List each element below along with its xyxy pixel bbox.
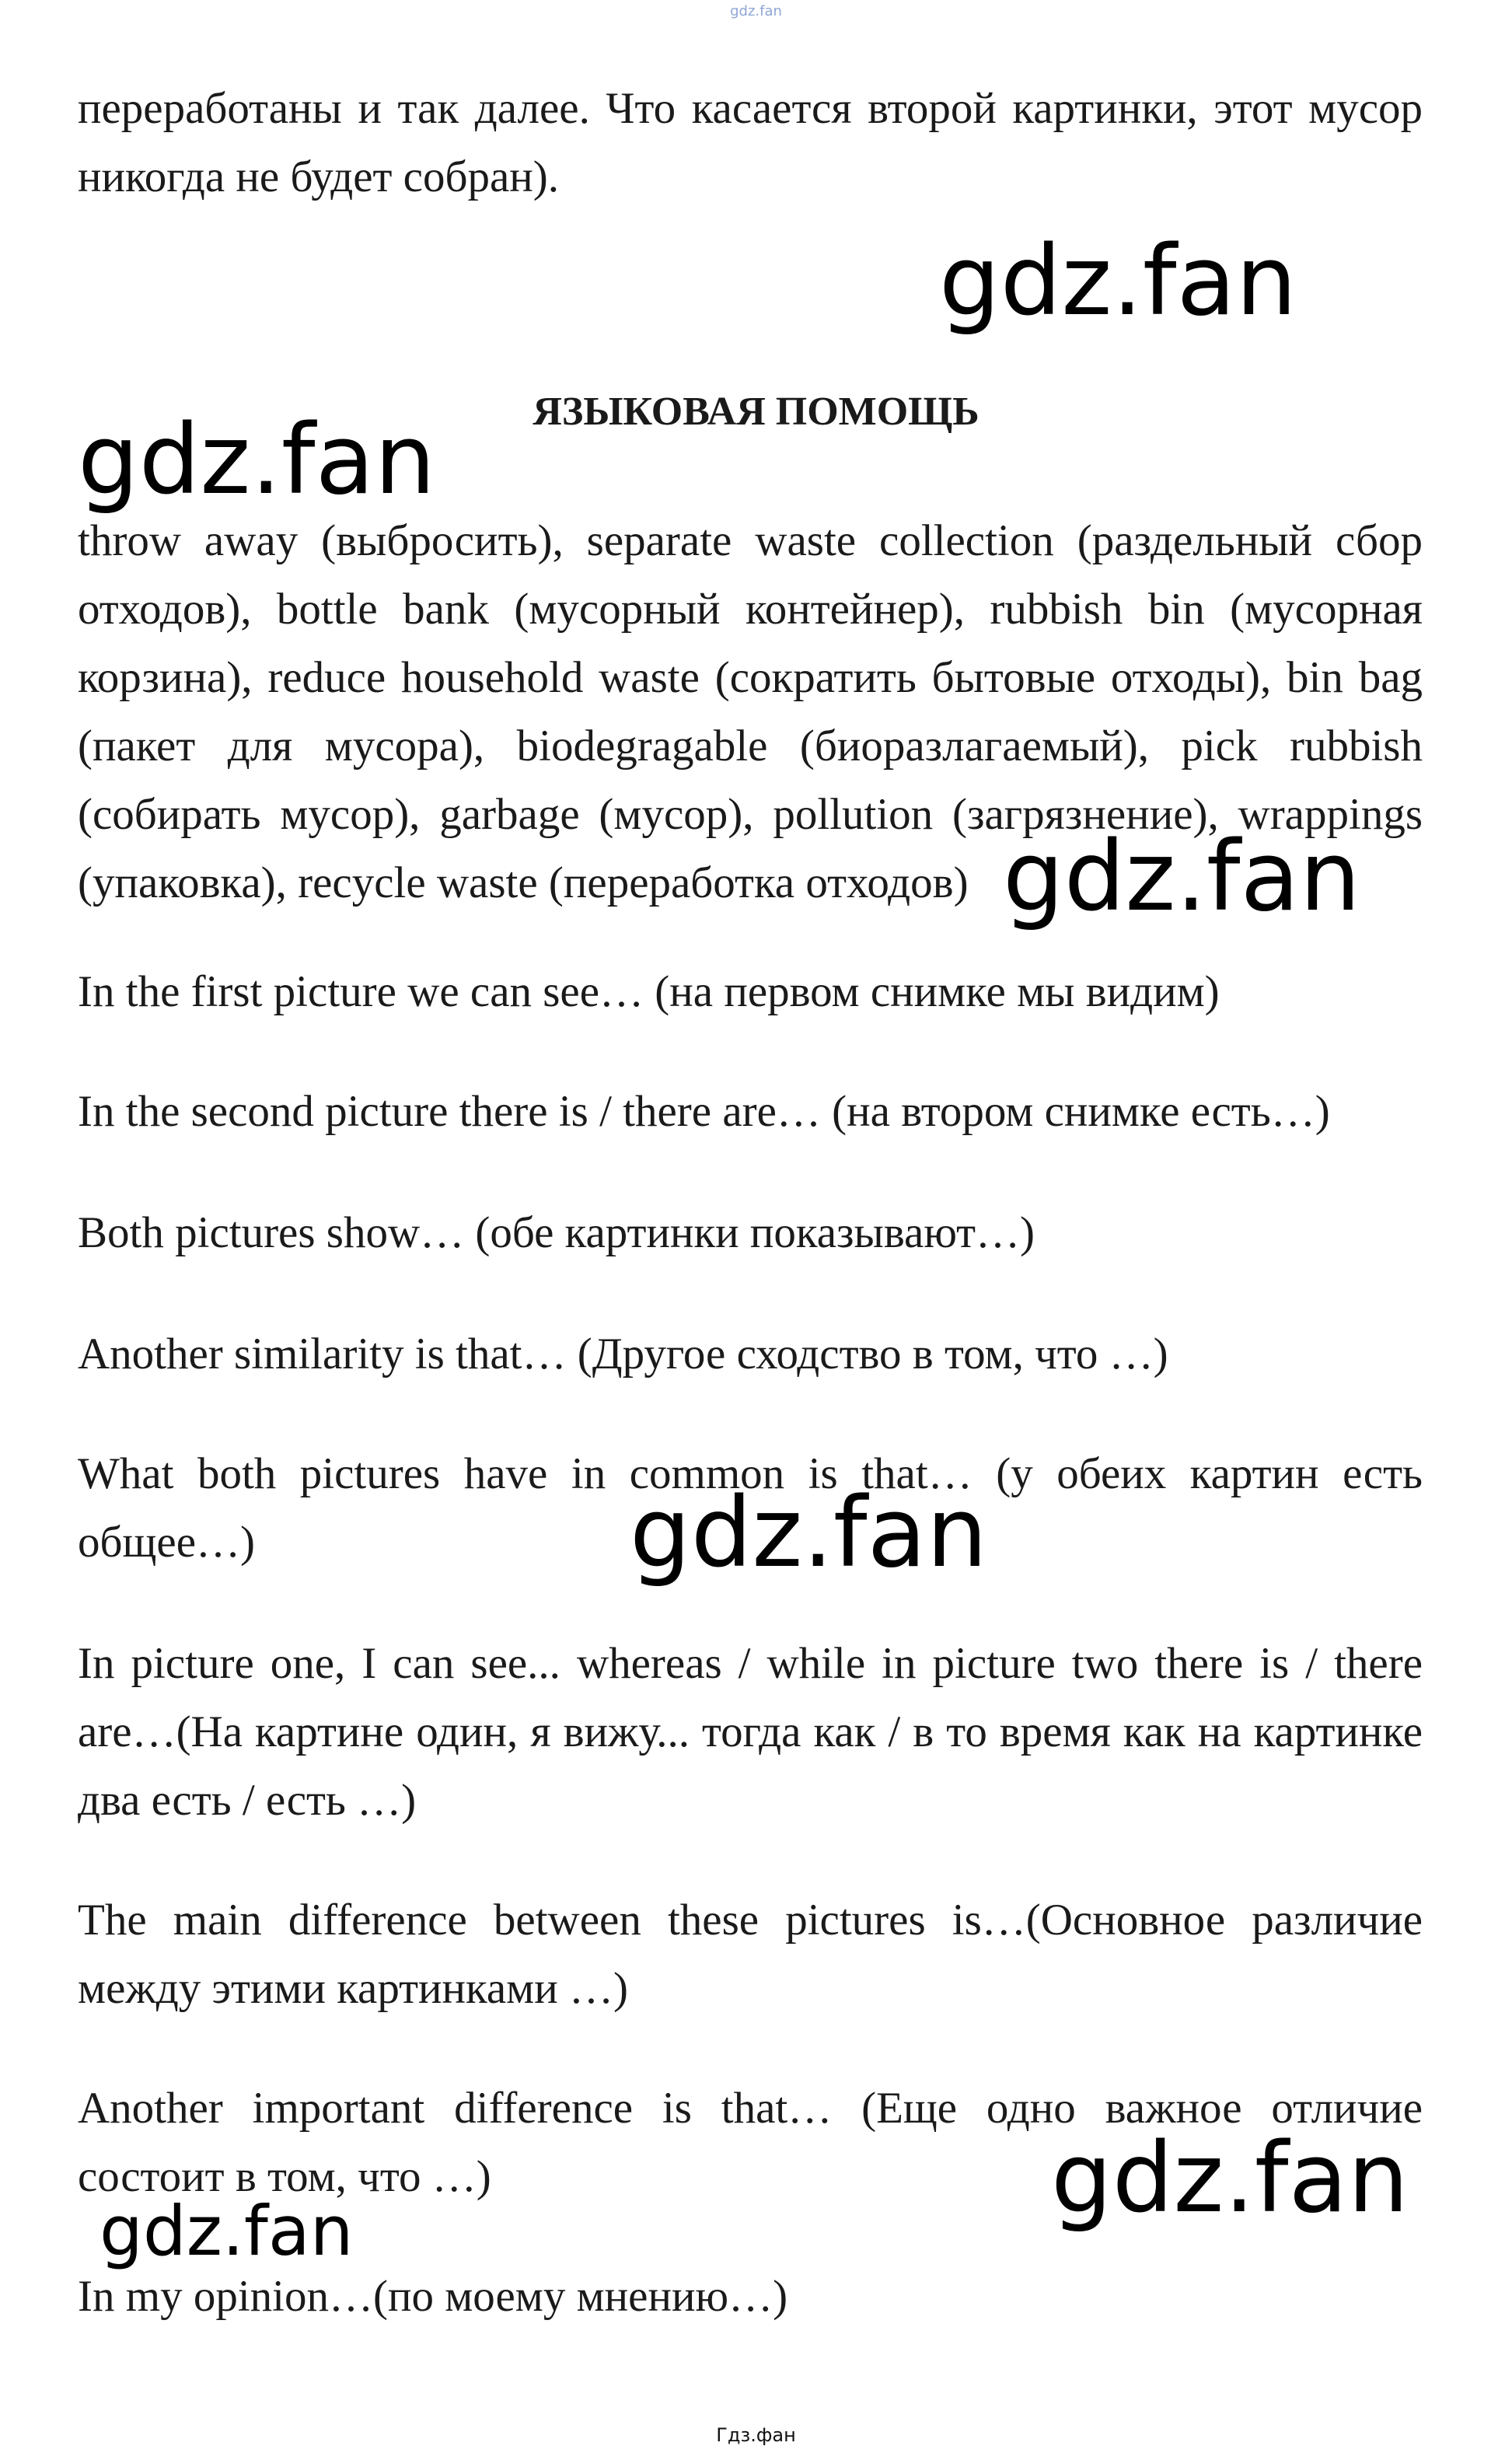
- watermark: gdz.fan: [78, 404, 436, 516]
- watermark: gdz.fan: [630, 1477, 988, 1589]
- phrase-item: In the first picture we can see… (на первом снимке мы видим): [78, 967, 1220, 1016]
- section-heading: ЯЗЫКОВАЯ ПОМОЩЬ: [533, 390, 979, 434]
- phrase-item: Both pictures show… (обе картинки показывают…): [78, 1208, 1035, 1257]
- watermark: gdz.fan: [100, 2191, 354, 2271]
- watermark: gdz.fan: [1051, 2123, 1409, 2235]
- top-watermark: gdz.fan: [730, 3, 782, 19]
- intro-paragraph: переработаны и так далее. Что касается второй картинки, этот мусор никогда не будет собран).: [78, 84, 1423, 201]
- phrase-item: Another similarity is that… (Другое сходство в том, что …): [78, 1330, 1168, 1378]
- watermark: gdz.fan: [939, 225, 1297, 337]
- phrase-item: What both pictures have in common is that… (у обеих картин есть общее…): [78, 1449, 1423, 1567]
- vocabulary-paragraph: throw away (выбросить), separate waste collection (раздельный сбор отходов), bottle bank (мусорный контейнер), rubbish bin (мусорная корзина), reduce household waste (сократить бытовые отходы), bin bag (пакет для мусора), biodegragable (биоразлагаемый), pick rubbish (собирать мусор), garbage (мусор), pollution (загрязнение), wrappings (упаковка), recycle waste (переработка отходов): [78, 516, 1423, 907]
- phrase-item: In picture one, I can see... whereas / while in picture two there is / there are…(На картине один, я вижу... тогда как / в то время как на картинке два есть / есть …): [78, 1639, 1423, 1825]
- phrase-item: Another important difference is that… (Еще одно важное отличие состоит в том, что …): [78, 2084, 1423, 2201]
- phrase-item: In my opinion…(по моему мнению…): [78, 2272, 788, 2321]
- phrase-item: The main difference between these pictures is…(Основное различие между этими картинками …): [78, 1896, 1423, 2013]
- footer-label: Гдз.фан: [716, 2424, 796, 2446]
- phrase-item: In the second picture there is / there are… (на втором снимке есть…): [78, 1087, 1330, 1136]
- watermark: gdz.fan: [1003, 821, 1361, 933]
